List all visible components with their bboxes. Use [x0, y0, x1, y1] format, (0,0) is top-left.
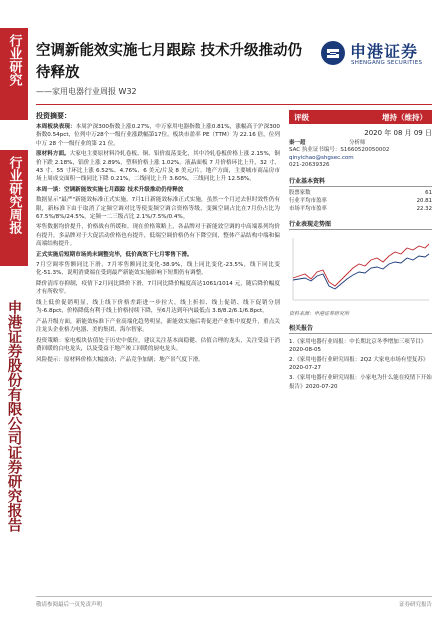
paragraph-materials-text: 大家电主要原材料冷轧卷板、铜、铝价震荡变化，其中冷轧卷板价格上涨 2.15%，铜价下跌 2.18%，铝价上涨 2.89%，塑料价格上涨 1.02%。液晶面板 7 月价格环比上升，32 寸、43 寸、55 寸环比上涨 6.52%、4.76%、6 美元/片及 8 美元/片。地产方面，主要城市商品房市场上周成交面积一线同比下降 0.21%，二线同比上升 3.60%，三线同比上升 12.58%。: [36, 151, 280, 182]
body-line-6: 线上低价促销明显，线上线下价格差距进一步拉大，线上折扣、线上促销、线下促销分别为-6.8pct，价格降低有利于线上价格持续下降，至6月达到年内最低点 3.8/8.2/6.1/6.8pct。: [36, 300, 280, 315]
stat-label: 市场平均市盈率: [289, 205, 327, 212]
related-list: [289, 338, 432, 391]
footer-disclaimer[interactable]: 敬请参阅最后一页免责声明: [36, 602, 103, 608]
paragraph-market: [36, 123, 280, 148]
paragraph-materials: [36, 150, 280, 183]
report-date: 2020 年 08 月 09 日: [364, 129, 432, 137]
sidebar-bottom-label: 申港证券股份有限公司证券研究报告: [5, 300, 23, 532]
body-line-4: 7月空调零售额同比下滑，7月零售额同比变化-38.9%，线上同比变化-23.5%，线下同比变化-51.3%，说明消费端在受到最严新能效实施影响下短期仍有调整。: [36, 262, 280, 277]
body-line-8: 投资策略：家电板块估值处于历史中低位，建议关注基本面稳健、估值合理的龙头，关注受益于消费回暖的白电龙头，以及受益于地产竣工回暖的厨电龙头。: [36, 337, 280, 353]
report-subtitle: ——家用电器行业周报 W32: [36, 87, 137, 96]
logo-mark-icon: [320, 40, 346, 66]
report-title: 空调新能效实施七月跟踪 技术升级推动仍待释放: [36, 42, 303, 81]
sidebar: [0, 0, 28, 620]
footer-divider: [36, 596, 432, 597]
related-item[interactable]: 2.《家用电器行业研究周报：2Q2 大家电市场有望复苏》2020-07-27: [289, 357, 429, 372]
analyst-role: 分析师: [349, 140, 366, 146]
analyst-phone: 021-20639326: [289, 162, 330, 169]
section-title: 投资摘要：: [36, 112, 71, 120]
paragraph-market-text: 本周沪深300指数上涨0.27%，中万家用电器指数上涨0.81%，涨幅高于沪深300指数0.54pct，位列中万28个一级行业涨跌幅第17位。板块市盈率 PE（TTM）为 22.16 倍，位列中万 28 个一级行业的第 21 位。: [36, 124, 280, 147]
body-line-7: 产品升级方面，新能效标准下产业高端化趋势明显，新能效实施后将促进产业集中度提升，重点关注龙头企业格力电器、美的集团、海尔智家。: [36, 318, 280, 334]
body-line-5: 降价清库存抑制，疫情下2月同比降价下滑，7月同比降价幅度高达1061/1014 元，随后降价幅度才有所收窄。: [36, 281, 280, 296]
stat-row: [289, 189, 432, 197]
overview-title: 行业基本资料: [289, 176, 432, 187]
sidebar-bottom-block: [0, 300, 28, 590]
rating-label: 评级: [294, 112, 309, 122]
body-line-1: 数据显示"最严"新能效标准正式实施。7月1日新能效标准正式实施，虽然一个月过去但时效性仍有限，新标准下由于取消了定频空调对比等使变频空调合资格等级，变频空调占比在7月份占比为 67.5%/8%/24.5%，定频一二三级占比 2.1%/7.5%/0.4%。: [36, 197, 280, 220]
sidebar-mid-block: [0, 150, 28, 266]
paragraph-market-lead: 本周板块表现：: [36, 124, 76, 131]
stat-row: [289, 205, 432, 213]
stat-row: [289, 197, 432, 205]
company-logo: [320, 38, 432, 72]
body-line-3: 正式实施后短期市场尚未调整完毕，低价高效下七月零售下滑。: [36, 252, 193, 259]
analyst-line: SAC 执业证书编号：S1660520050002: [289, 147, 390, 154]
stat-value: 61: [425, 189, 432, 196]
sidebar-top-block: [0, 28, 28, 120]
right-panel: [289, 110, 432, 391]
chart-series-market: [293, 254, 429, 289]
analyst-block: [289, 140, 432, 170]
analyst-email[interactable]: qinyichao@shgsec.com: [289, 154, 354, 161]
footer-label: 证券研究报告: [398, 602, 432, 608]
related-item[interactable]: 3.《家用电器行业研究周报：小家电为什么能在疫情下开始报告》2020-07-20: [289, 375, 432, 390]
performance-chart-svg: [289, 234, 432, 308]
chart-series-industry: [293, 244, 429, 286]
stat-value: 22.32: [416, 205, 432, 212]
rating-value: 增持（维持）: [382, 112, 427, 122]
logo-text-en: SHENGANG SECURITIES: [351, 60, 423, 66]
stat-value: 20.81: [416, 197, 432, 204]
chart-title: 行业表现走势图: [289, 219, 432, 230]
analyst-name: 秦一超: [289, 140, 306, 146]
body-line-2: 零售数据均价提升，价格战有所缓和。现在价格策略上，各品牌对于新能效空调的中高端系列均价有提升，多品牌对于大促活动价格也有提升，低端空调价格仍有下降空间，整体产品结构中端和偏高端结构提升。: [36, 224, 280, 247]
rating-bar: [289, 110, 432, 124]
paragraph-materials-lead: 原材料方面。: [36, 151, 70, 158]
related-title: 相关报告: [289, 323, 432, 334]
logo-text-cn: 申港证券: [350, 42, 419, 61]
main-content: [36, 110, 280, 366]
body-line-0: 本周一谈：空调新能效实施七月跟踪 技术升级推动仍待释放: [36, 187, 184, 194]
stat-label: 行业平均市盈率: [289, 197, 327, 204]
sidebar-mid-label: 行业研究周报: [6, 156, 22, 234]
chart-source: 资料来源：申港证券研究所: [289, 310, 350, 317]
stat-label: 股票家数: [289, 189, 311, 196]
body-line-9: 风险提示：原材料价格大幅波动；产品竞争加剧；地产景气度下滑。: [36, 356, 204, 363]
sidebar-top-label: 行业研究: [6, 34, 22, 86]
footer: [36, 600, 432, 608]
header-divider: [36, 104, 432, 105]
performance-chart: [289, 234, 432, 317]
related-item[interactable]: 1.《家用电器行业周报：中长期北京冬季增加三项节目》2020-08-05: [289, 338, 427, 353]
